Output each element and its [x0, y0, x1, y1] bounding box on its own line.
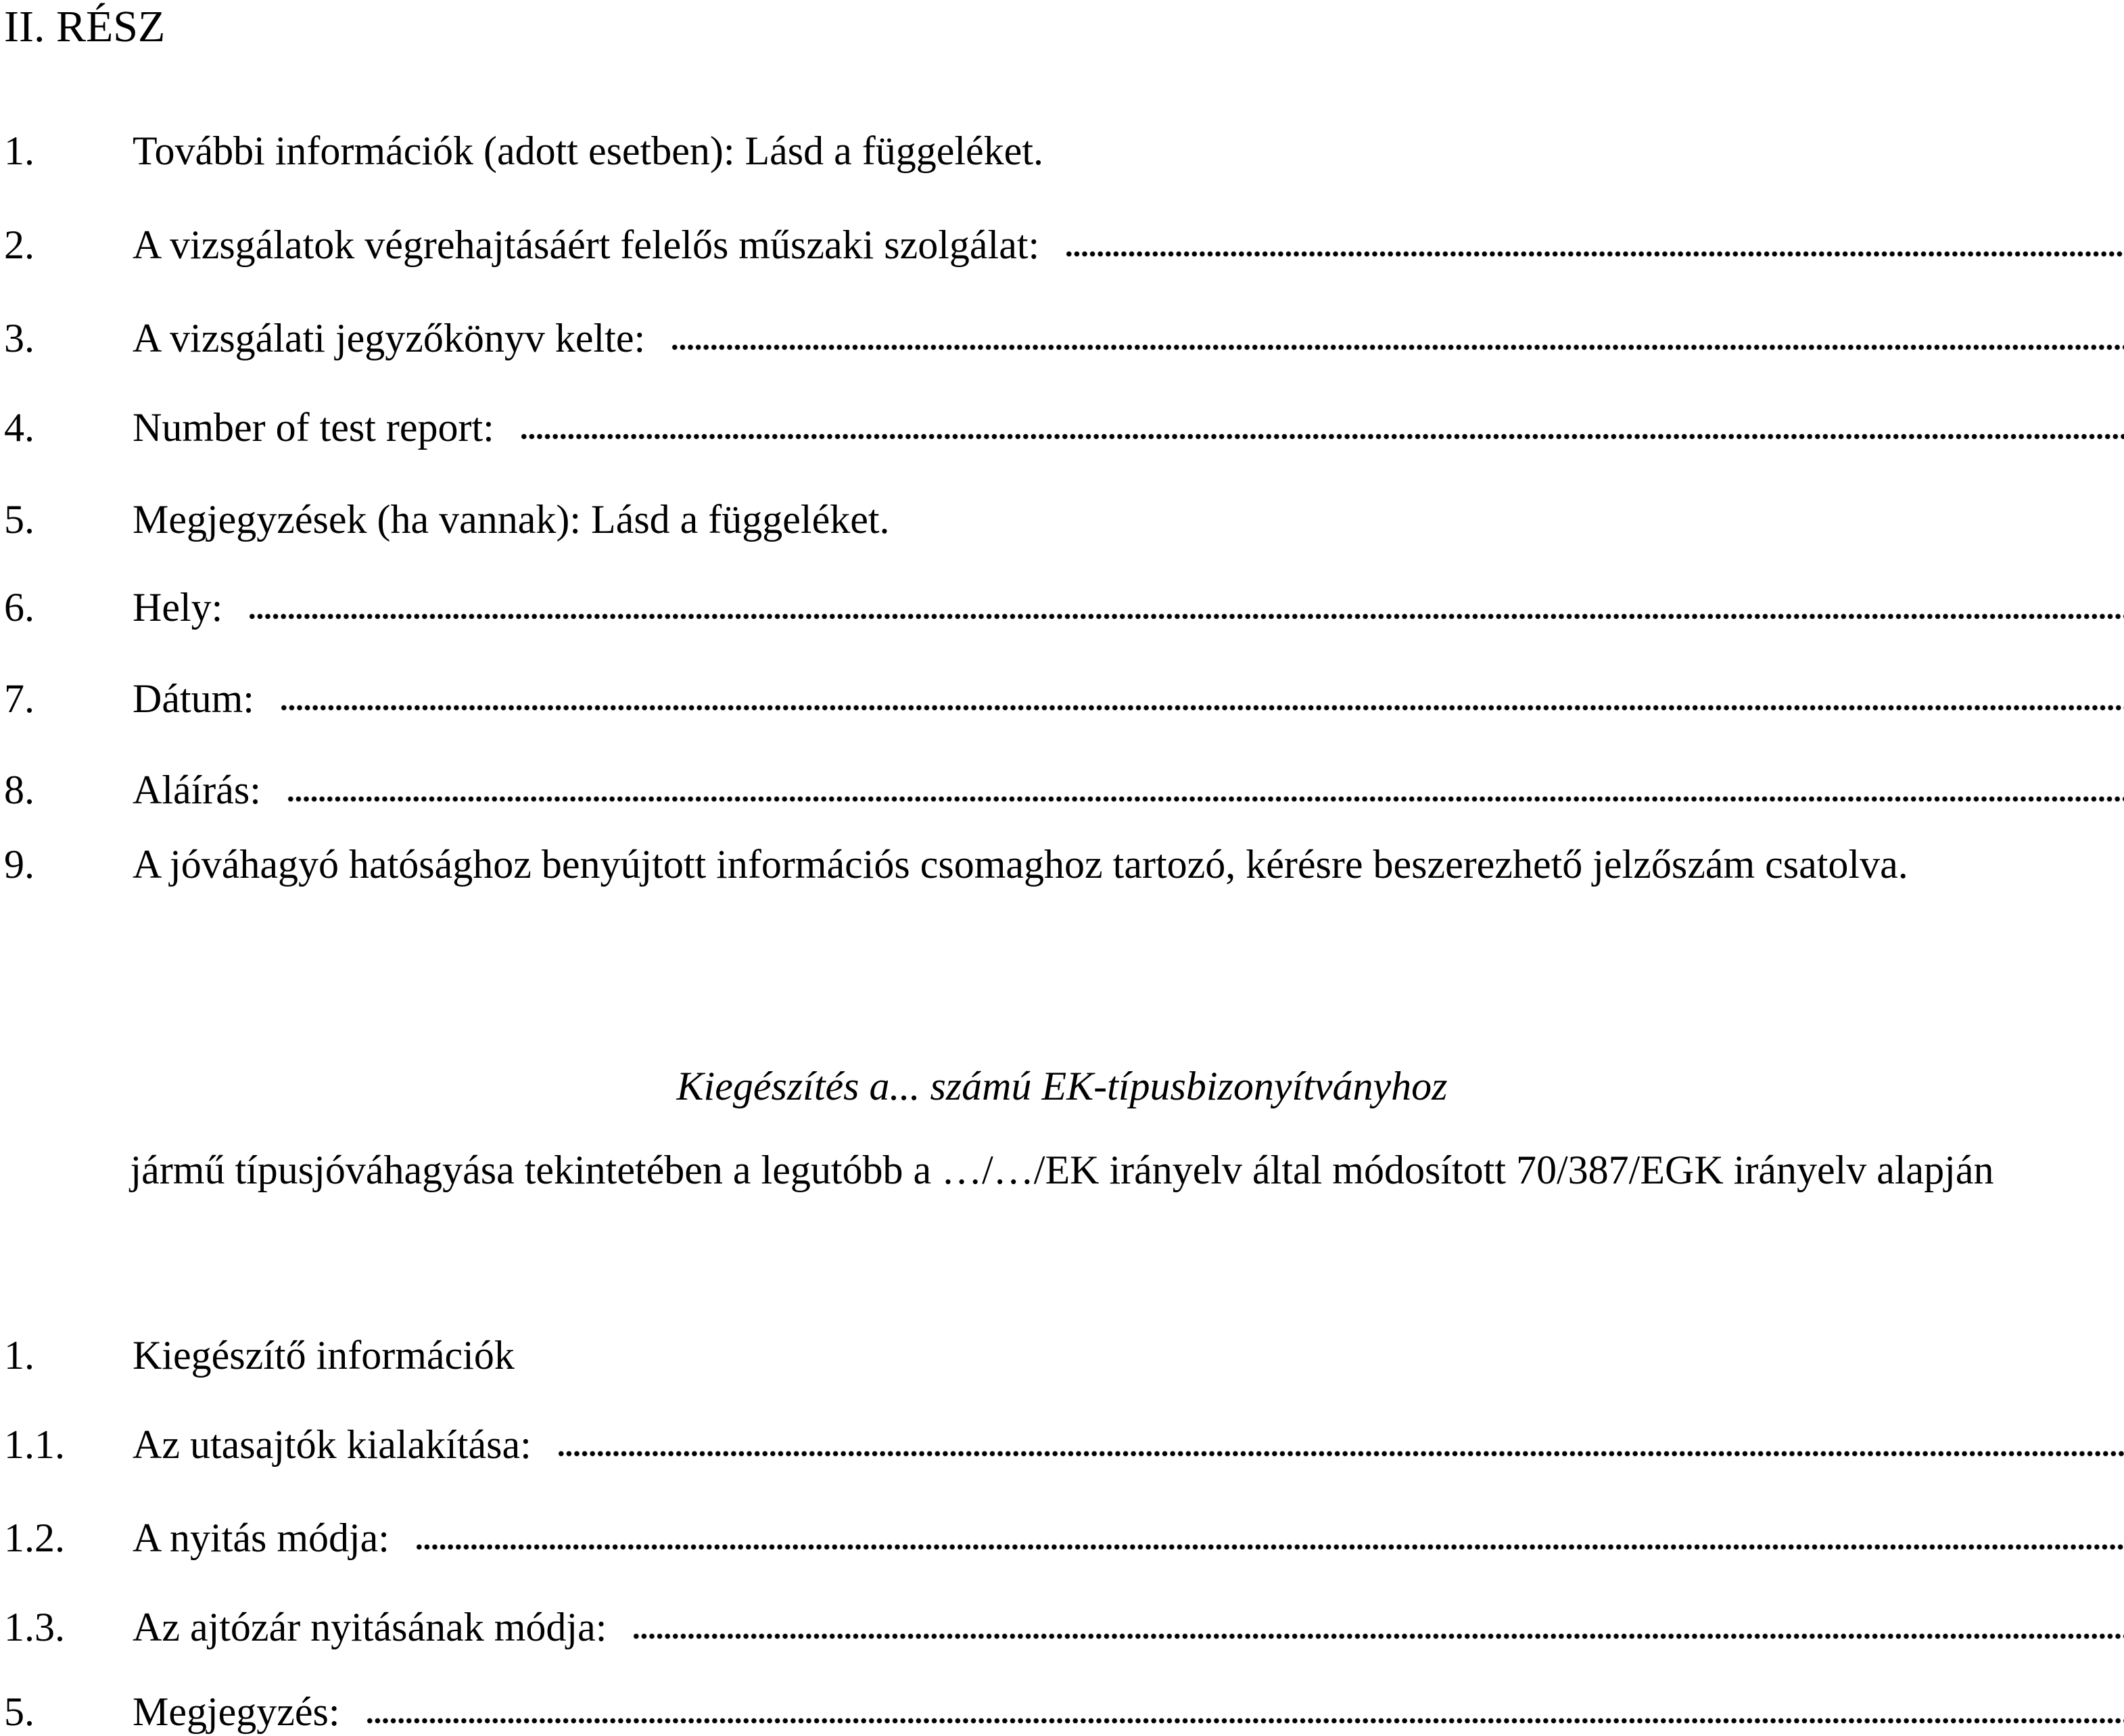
- form-item-row: [4, 1514, 2124, 1562]
- dotted-fill-line: [415, 1543, 2124, 1551]
- item-label: A jóváhagyó hatósághoz benyújtott információs csomaghoz tartozó, kérésre beszerezhető jelzőszám csatolva.: [133, 842, 1908, 887]
- dotted-fill-line: [632, 1632, 2124, 1641]
- form-item-row: [4, 766, 2124, 814]
- form-item-row: [4, 495, 2124, 544]
- item-label: A vizsgálatok végrehajtásáért felelős műszaki szolgálat:: [133, 222, 1040, 267]
- item-number: 5.: [4, 497, 34, 542]
- form-item-row: [4, 1420, 2124, 1469]
- item-label: További információk (adott esetben): Lásd a függeléket.: [133, 128, 1043, 173]
- item-number: 1.2.: [4, 1516, 65, 1560]
- item-number: 1.1.: [4, 1422, 65, 1467]
- dotted-fill-line: [248, 612, 2124, 621]
- item-label: Megjegyzések (ha vannak): Lásd a függeléket.: [133, 497, 890, 542]
- form-item-row: [4, 1687, 2124, 1736]
- item-label: Dátum:: [133, 676, 254, 721]
- item-number: 9.: [4, 842, 34, 887]
- item-label: Az utasajtók kialakítása:: [133, 1422, 532, 1467]
- part-title: II. RÉSZ: [4, 2, 166, 51]
- item-number: 5.: [4, 1689, 34, 1734]
- item-number: 7.: [4, 676, 34, 721]
- item-label: A vizsgálati jegyzőkönyv kelte:: [133, 316, 646, 360]
- form-item-row: [4, 126, 2124, 175]
- item-label: A nyitás módja:: [133, 1516, 390, 1560]
- form-item-row: [4, 583, 2124, 632]
- form-item-row: [4, 1603, 2124, 1651]
- item-number: 4.: [4, 405, 34, 450]
- form-item-row: [4, 220, 2124, 269]
- dotted-fill-line: [520, 432, 2124, 441]
- item-label: Hely:: [133, 585, 223, 630]
- item-label: Aláírás:: [133, 768, 261, 812]
- item-label: Az ajtózár nyitásának módja:: [133, 1605, 607, 1649]
- addendum-heading: Kiegészítés a... számú EK-típusbizonyítványhoz: [676, 1064, 1448, 1108]
- item-label: Kiegészítő információk: [133, 1333, 515, 1378]
- form-item-row: [4, 840, 2124, 889]
- item-number: 1.: [4, 128, 34, 173]
- dotted-fill-line: [671, 343, 2124, 352]
- item-number: 3.: [4, 316, 34, 360]
- form-item-row: [4, 314, 2124, 362]
- form-item-row: [4, 1331, 2124, 1380]
- dotted-fill-line: [557, 1449, 2124, 1458]
- addendum-subheading: jármű típusjóváhagyása tekintetében a legutóbb a …/…/EK irányelv által módosított 70/387/EGK irányelv alapján: [130, 1148, 1994, 1192]
- dotted-fill-line: [280, 703, 2124, 712]
- form-item-row: [4, 403, 2124, 452]
- item-label: Number of test report:: [133, 405, 494, 450]
- item-number: 8.: [4, 768, 34, 812]
- form-item-row: [4, 674, 2124, 723]
- item-number: 1.: [4, 1333, 34, 1378]
- item-number: 2.: [4, 222, 34, 267]
- dotted-fill-line: [287, 795, 2124, 803]
- dotted-fill-line: [1065, 250, 2124, 258]
- item-number: 6.: [4, 585, 34, 630]
- item-number: 1.3.: [4, 1605, 65, 1649]
- item-label: Megjegyzés:: [133, 1689, 340, 1734]
- dotted-fill-line: [366, 1716, 2124, 1725]
